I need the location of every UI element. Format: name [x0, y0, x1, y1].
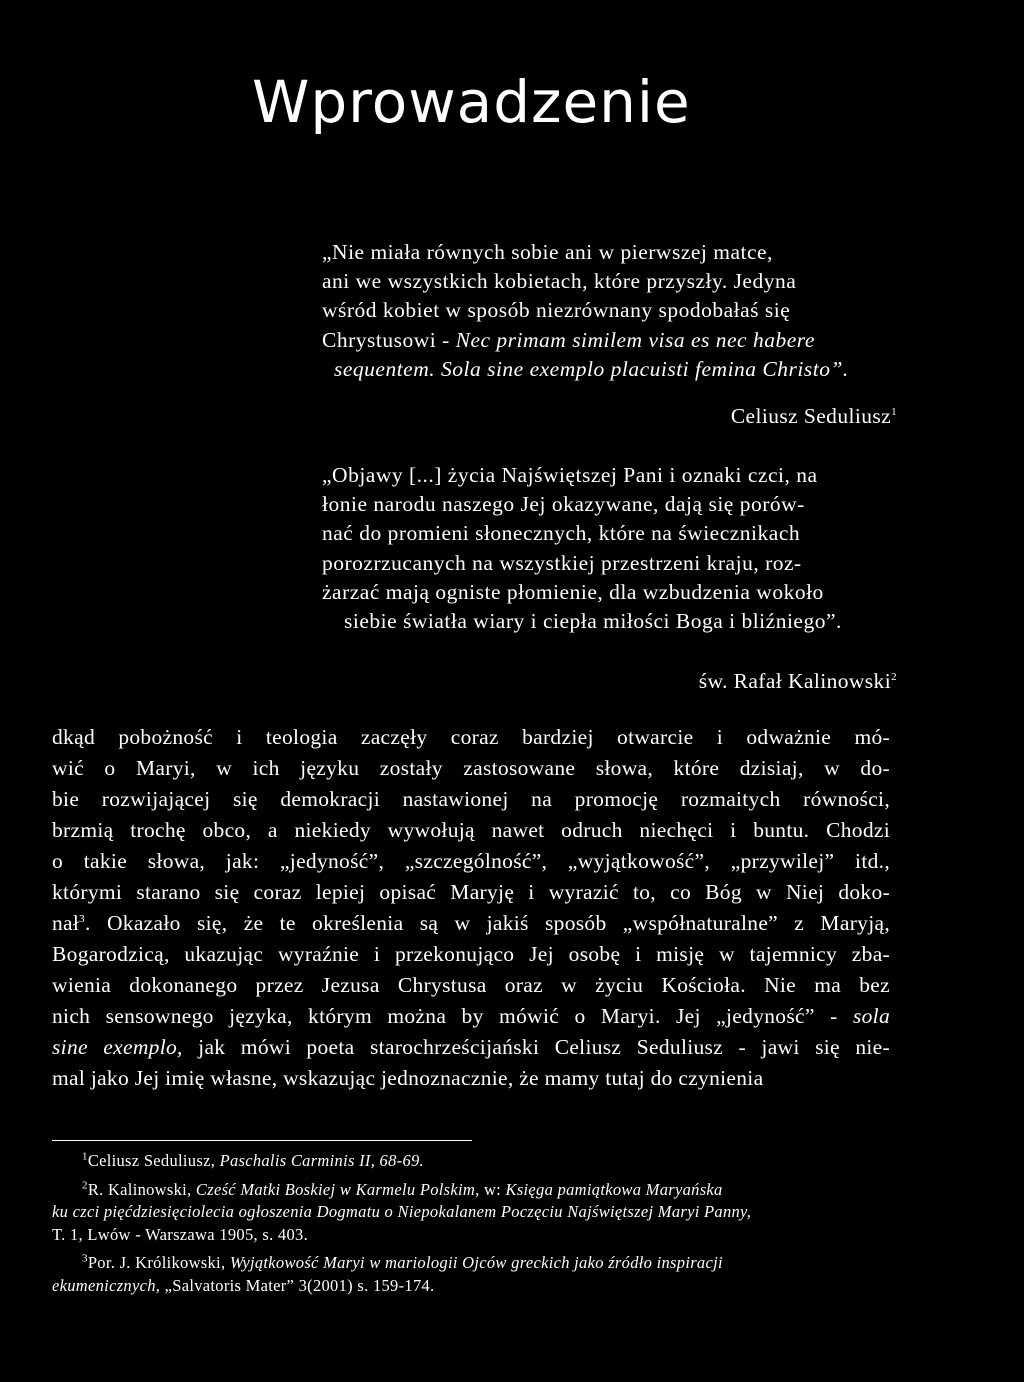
body-line — [52, 1032, 890, 1063]
footnote-title: Księga pamiątkowa Maryańska — [505, 1179, 723, 1199]
footnote-3 — [52, 1252, 892, 1297]
body-line: którymi starano się coraz lepiej opisać Maryję i wyrazić to, co Bóg w Niej doko- — [52, 880, 890, 904]
body-text: . Okazało się, że te określenia są w jakiś sposób „współnaturalne” z Maryją, — [84, 911, 890, 935]
footnote-title: Cześć Matki Boskiej w Karmelu Polskim, — [195, 1179, 480, 1199]
body-line: Bogarodzicą, ukazując wyraźnie i przekonująco Jej osobę i misję w tajemnicy zba- — [52, 942, 890, 966]
body-line: brzmią trochę obco, a niekiedy wywołują nawet odruch niechęci i buntu. Chodzi — [52, 818, 890, 842]
footnote-title: Paschalis Carminis II, 68-69. — [219, 1151, 424, 1170]
chapter-title: Wprowadzenie — [252, 68, 691, 136]
footnotes — [52, 1150, 892, 1303]
footnote-text: R. Kalinowski, — [87, 1179, 192, 1199]
footnote-1 — [52, 1150, 892, 1173]
epigraph-line — [322, 326, 897, 355]
body-line: dkąd pobożność i teologia zaczęły coraz bardziej otwarcie i odważnie mó- — [52, 725, 890, 749]
body-line — [52, 908, 890, 939]
footnote-2 — [52, 1179, 892, 1247]
body-text: nał — [52, 911, 80, 935]
latin-phrase: sola — [852, 1004, 890, 1028]
epigraph-line: „Nie miała równych sobie ani w pierwszej matce, — [322, 240, 773, 264]
footnote-number: 2 — [82, 1179, 88, 1191]
epigraph-kalinowski — [322, 461, 897, 636]
footnote-text: w: — [483, 1179, 502, 1199]
footnote-ref: 1 — [891, 405, 897, 418]
attribution-author: św. Rafał Kalinowski — [698, 669, 892, 693]
epigraph-attribution — [731, 404, 897, 429]
attribution-author: Celiusz Seduliusz — [730, 404, 892, 428]
epigraph-line: „Objawy [...] życia Najświętszej Pani i oznaki czci, na — [322, 463, 818, 487]
body-line — [52, 1001, 890, 1032]
body-line: bie rozwijającej się demokracji nastawionej na promocję rozmaitych równości, — [52, 787, 890, 811]
footnote-title: Wyjątkowość Maryi w mariologii Ojców greckich jako źródło inspiracji — [229, 1253, 723, 1272]
footnote-text: „Salvatoris Mater” 3(2001) s. 159-174. — [164, 1275, 435, 1295]
epigraph-line: siebie światła wiary i ciepła miłości Boga i bliźniego”. — [344, 609, 842, 634]
epigraph-line — [322, 355, 897, 384]
footnote-ref: 3 — [79, 912, 85, 925]
latin-quote: Nec primam similem visa es nec habere — [455, 327, 815, 352]
footnote-title: ekumenicznych, — [52, 1275, 161, 1295]
latin-phrase: sine exemplo, — [52, 1035, 183, 1059]
epigraph-sedulius — [322, 238, 897, 384]
body-line: o takie słowa, jak: „jedyność”, „szczególność”, „wyjątkowość”, „przywilej” itd., — [52, 849, 890, 873]
epigraph-attribution — [699, 669, 897, 694]
body-line: wienia dokonanego przez Jezusa Chrystusa oraz w życiu Kościoła. Nie ma bez — [52, 973, 890, 997]
body-line: wić o Maryi, w ich języku zostały zastosowane słowa, które dzisiaj, w do- — [52, 756, 890, 780]
epigraph-line: ani we wszystkich kobietach, które przyszły. Jedyna — [322, 269, 797, 294]
body-paragraph — [52, 722, 890, 1094]
epigraph-line: żarzać mają ogniste płomienie, dla wzbudzenia wokoło — [322, 579, 824, 604]
body-text: jak mówi poeta starochrześcijański Celiusz Seduliusz - jawi się nie- — [182, 1035, 890, 1059]
epigraph-text: Chrystusowi - — [322, 327, 450, 352]
epigraph-line: porozrzucanych na wszystkiej przestrzeni kraju, roz- — [322, 550, 802, 575]
footnote-number: 3 — [82, 1252, 88, 1265]
latin-quote: sequentem. Sola sine exemplo placuisti femina Christo”. — [334, 356, 849, 381]
footnote-number: 1 — [82, 1150, 88, 1163]
footnote-text: T. 1, Lwów - Warszawa 1905, s. 403. — [52, 1224, 309, 1244]
footnote-separator — [52, 1140, 472, 1141]
body-line: mal jako Jej imię własne, wskazując jednoznacznie, że mamy tutaj do czynienia — [52, 1066, 764, 1090]
epigraph-line: wśród kobiet w sposób niezrównany spodobałaś się — [322, 298, 791, 323]
footnote-ref: 2 — [891, 670, 897, 683]
footnote-title: ku czci pięćdziesięciolecia ogłoszenia Dogmatu o Niepokalanem Poczęciu Najświętszej Maryi Panny, — [52, 1202, 752, 1221]
footnote-text: Por. J. Królikowski, — [87, 1253, 226, 1272]
epigraph-line: łonie narodu naszego Jej okazywane, dają się porów- — [322, 492, 805, 517]
footnote-text: Celiusz Seduliusz, — [87, 1151, 216, 1170]
epigraph-line: nać do promieni słonecznych, które na świecznikach — [322, 521, 801, 546]
body-text: nich sensownego języka, którym można by mówić o Maryi. Jej „jedyność” - — [52, 1004, 838, 1028]
